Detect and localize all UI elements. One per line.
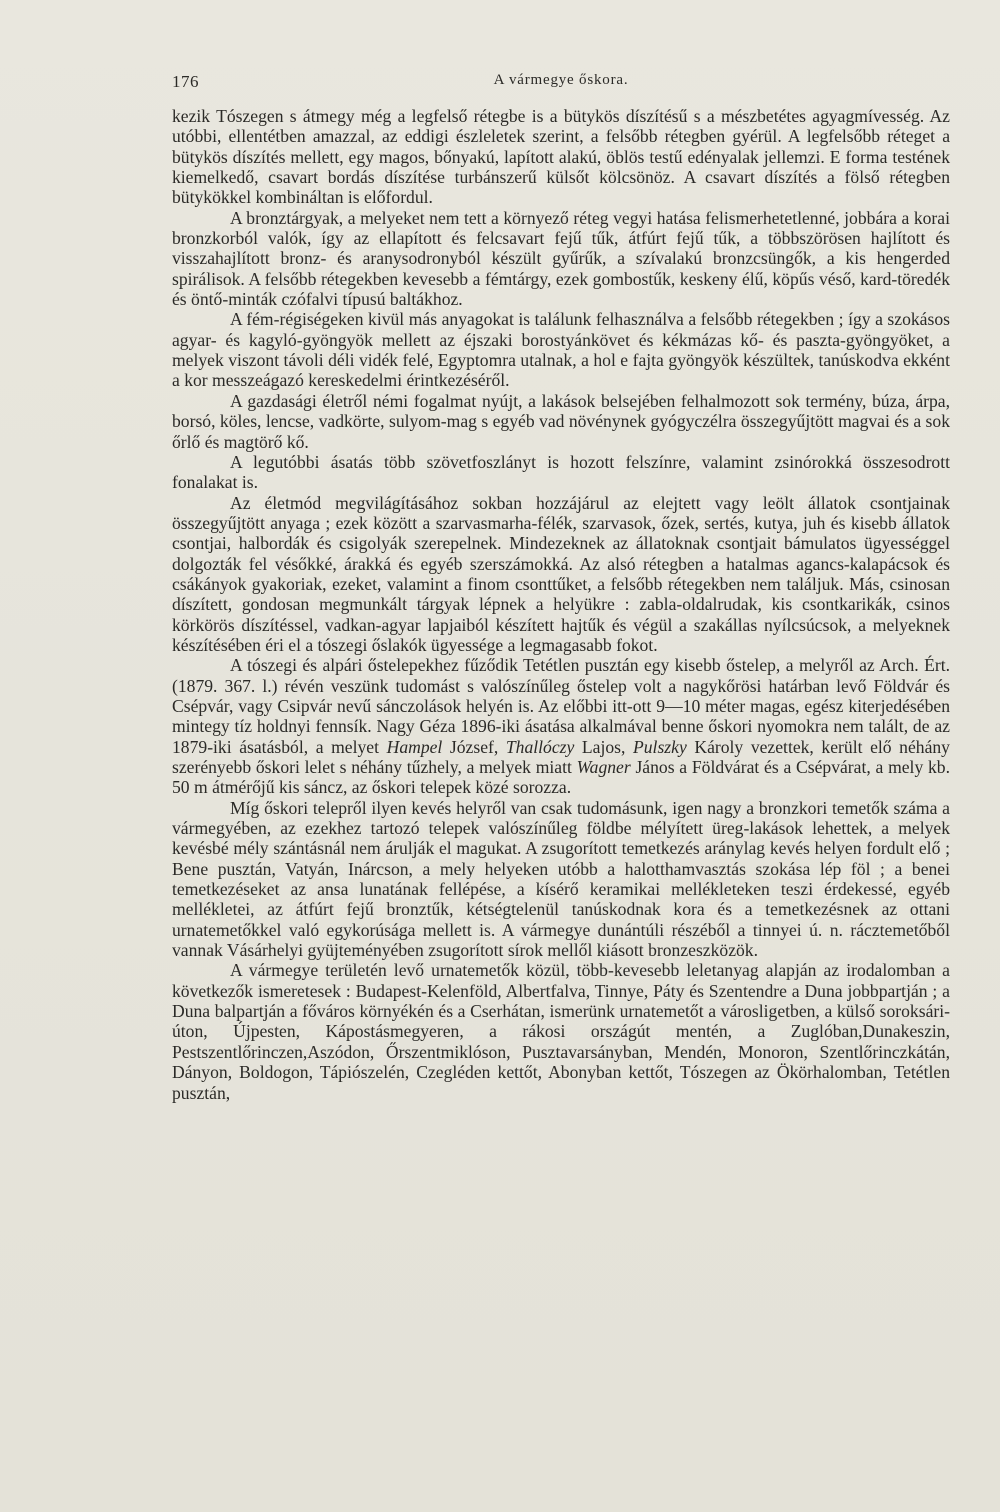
paragraph: Míg őskori telepről ilyen kevés helyről van csak tudomásunk, igen nagy a bronzkori temetők száma a vármegyében, az ezekhez tartozó telepek valószínűleg földbe mélyített üreg-lakások lehettek, a melyek kevésbé mély szántásnál nem árulják el magukat. A zsugorított temetkezés aránylag kevés helyen fordult elő ; Bene pusztán, Vatyán, Inárcson, a mely helyeken utóbb a halotthamvasztás szokása lép föl ; a benei temetkezéseket az ansa lunatának fellépése, a kísérő keramikai mellékleteken teszi érdekessé, egyéb mellékletei, az átfúrt fejű bronztűk, kétségtelenül tanúskodnak kora és a temetkezésnek az ottani urnatemetőkkel való egykorúsága mellett is. A vármegye dunántúli részéből a tinnyei ú. n. rácztemetőből vannak Vásárhelyi gyüjteményében zsugorított sírok mellől kiásott bronzeszközök. (172, 797, 950, 961)
paragraph: A tószegi és alpári őstelepekhez fűződik Tetétlen pusztán egy kisebb őstelep, a melyről az Arch. Ért. (1879. 367. l.) révén veszünk tudomást s valószínűleg őstelep volt a nagykőrösi határban levő Földvár és Csépvár, vagy Csipvár nevű sánczolások helyén is. Az előbbi itt-ott 9—10 méter magas, egész kiterjedésében mintegy tíz holdnyi fennsík. Nagy Géza 1896-iki ásatása alkalmával benne őskori nyomokra nem talált, de az 1879-iki ásatásból, a melyet Hampel József, Thallóczy Lajos, Pulszky Károly vezettek, került elő néhány szerényebb őskori lelet s néhány tűzhely, a melyek miatt Wagner János a Földvárat és a Csépvárat, a mely kb. 50 m átmérőjű kis sáncz, az őskori telepek közé sorozza. (172, 655, 950, 798)
running-head: A vármegye őskora. (493, 72, 629, 88)
paragraph: A vármegye területén levő urnatemetők közül, több-kevesebb leletanyag alapján az irodalomban a következők ismeretesek : Budapest-Kelenföld, Albertfalva, Tinnye, Páty és Szentendre a Duna jobbpartján ; a Duna balpartján a főváros környékén és a Cserhátan, ismerünk urnatemetőt a városligetben, a külső soroksári-úton, Újpesten, Kápostásmegyeren, a rákosi országút mentén, a Zuglóban,Dunakeszin, Pestszentlőrinczen,Aszódon, Őrszentmiklóson, Pusztavarsányban, Mendén, Monoron, Szentlőrinczkátán, Dányon, Boldogon, Tápiószelén, Czegléden kettőt, Abonyban kettőt, Tószegen az Ökörhalomban, Tetétlen pusztán, (172, 960, 950, 1103)
page-header (172, 66, 950, 96)
page-number: 176 (172, 72, 199, 91)
paragraph: A legutóbbi ásatás több szövetfoszlányt is hozott felszínre, valamint zsinórokká összesodrott fonalakat is. (172, 451, 950, 493)
paragraph: A fém-régiségeken kivül más anyagokat is találunk felhasználva a felsőbb rétegekben ; így a szokásos agyar- és kagyló-gyöngyök mellett az éjszaki borostyánkövet és kékmázas kő- és paszta-gyöngyöket, a melyek viszont távoli déli vidék felé, Egyptomra utalnak, a hol e fajta gyöngyök készültek, tanúskodva ekként a kor messzeágazó kereskedelmi érintkezéséről. (172, 309, 950, 391)
paragraph: Az életmód megvilágításához sokban hozzájárul az elejtett vagy leölt állatok csontjainak összegyűjtött anyaga ; ezek között a szarvasmarha-félék, szarvasok, őzek, sertés, kutya, juh és kisebb állatok csontjai, halbordák és csigolyák szerepelnek. Mindezeknek az állatoknak csontjait bámulatos ügyességgel dolgozták fel vésőkké, árakká és egyéb szerszámokká. Az alsó rétegben a hatalmas agancs-kalapácsok és csákányok gyakoriak, ezeket, valamint a finom csonttűket, a felsőbb rétegekben nem találjuk. Más, csinosan díszített, gondosan megmunkált tárgyak lépnek a helyükre : zabla-oldalrudak, kis csontkarikák, csinos körkörös díszítéssel, vadkan-agyar lapjaiból készített hajtűk és végül a szakállas nyílcsúcsok, a melyeknek készítésében éri el a tószegi őslakók ügyessége a legmagasabb fokot. (172, 492, 950, 655)
paragraph: kezik Tószegen s átmegy még a legfelső rétegbe is a bütykös díszítésű s a mészbetétes agyagmívesség. Az utóbbi, ellentétben amazzal, az eddigi észleletek szerint, a felsőbb rétegben gyérül. A legfelsőbb réteget a bütykös díszítés mellett, egy magos, bőnyakú, lapított alakú, öblös testű edényalak jellemzi. E forma testének kiemelkedő, csavart bordás díszítése turbánszerű külsőt kölcsönöz. A csavart díszítés a fölső rétegben bütykökkel kombináltan is előfordul. (172, 106, 950, 208)
paragraph: A bronztárgyak, a melyeket nem tett a környező réteg vegyi hatása felismerhetetlenné, jobbára a korai bronzkorból valók, így az ellapított és felcsavart fejű tűk, átfúrt fejű tűk, a többszörösen hajlított és visszahajlított bronz- és aranysodronyból készült gyűrűk, a szívalakú bronzcsüngők, a kis hengerded spirálisok. A felsőbb rétegekben kevesebb a fémtárgy, ezek gombostűk, keskeny élű, köpűs véső, kard-töredék és öntő-minták czófalvi típusú baltákhoz. (172, 207, 950, 310)
body-text (172, 106, 950, 1103)
paragraph: A gazdasági életről némi fogalmat nyújt, a lakások belsejében felhalmozott sok termény, búza, árpa, borsó, köles, lencse, vadkörte, sulyom-mag s egyéb vad növénynek gyógyczélra összegyűjtött magvai és a sok őrlő és magtörő kő. (172, 390, 950, 452)
